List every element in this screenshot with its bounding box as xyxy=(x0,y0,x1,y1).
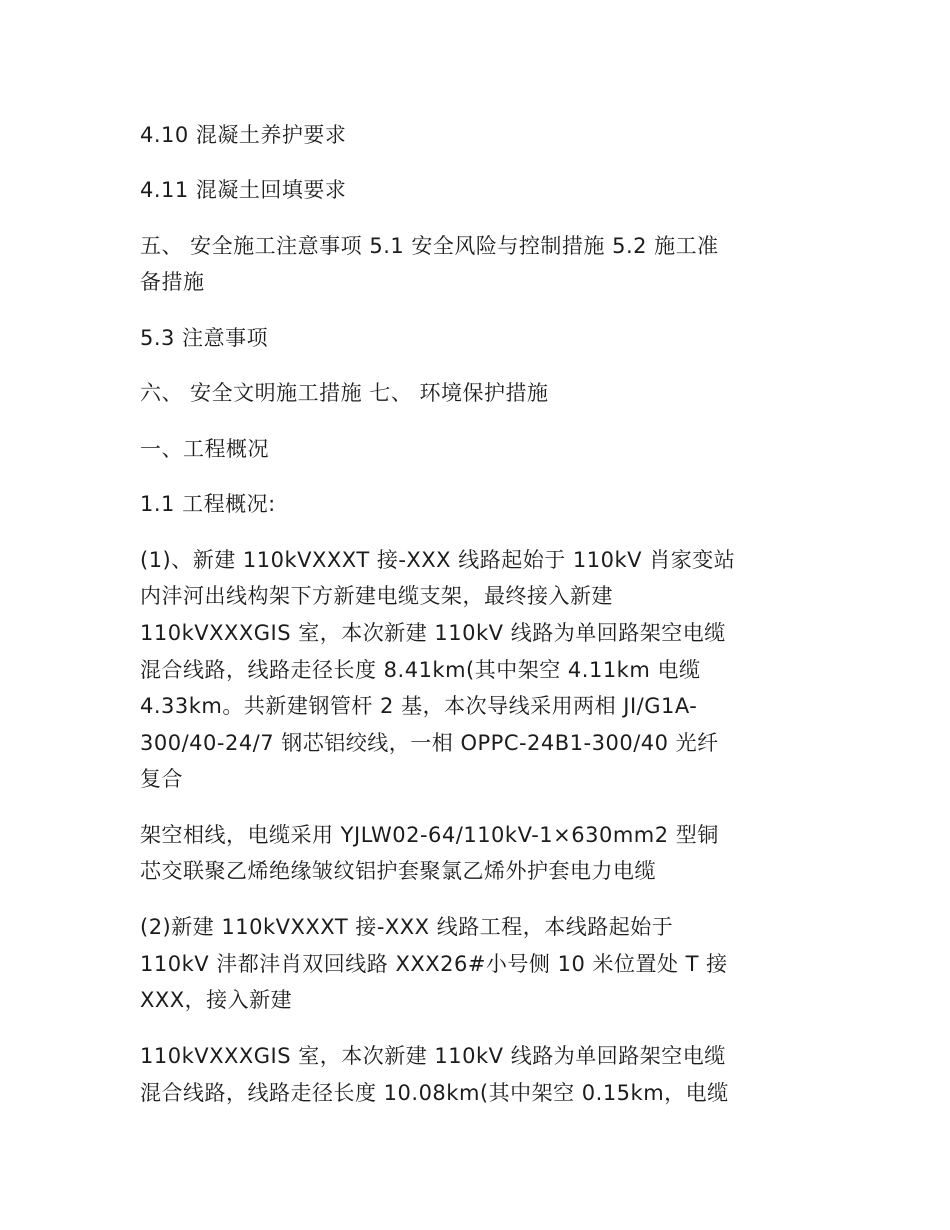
toc-line-5-3: 5.3 注意事项 xyxy=(140,326,269,350)
paragraph-3-line-2: 110kV 沣都沣肖双回线路 XXX26#小号侧 10 米位置处 T 接 xyxy=(140,952,728,976)
paragraph-4-line-2: 混合线路，线路走径长度 10.08km(其中架空 0.15km，电缆 xyxy=(140,1081,729,1105)
paragraph-3-line-1: (2)新建 110kVXXXT 接-XXX 线路工程，本线路起始于 xyxy=(140,915,674,939)
paragraph-1-line-3: 110kVXXXGIS 室，本次新建 110kV 线路为单回路架空电缆 xyxy=(140,621,726,645)
paragraph-1-line-6: 300/40-24/7 钢芯铝绞线，一相 OPPC-24B1-300/40 光纤 xyxy=(140,731,719,755)
section-heading: 一、工程概况 xyxy=(140,437,269,461)
paragraph-2-line-2: 芯交联聚乙烯绝缘皱纹铝护套聚氯乙烯外护套电力电缆 xyxy=(140,859,656,883)
toc-line-section-5-cont: 备措施 xyxy=(140,270,205,294)
paragraph-1-line-1: (1)、新建 110kVXXXT 接-XXX 线路起始于 110kV 肖家变站 xyxy=(140,548,736,572)
paragraph-2-line-1: 架空相线，电缆采用 YJLW02-64/110kV-1×630mm2 型铜 xyxy=(140,823,719,847)
toc-line-section-5: 五、 安全施工注意事项 5.1 安全风险与控制措施 5.2 施工准 xyxy=(140,234,719,258)
toc-line-4-11: 4.11 混凝土回填要求 xyxy=(140,178,347,202)
paragraph-3-line-3: XXX，接入新建 xyxy=(140,988,293,1012)
subsection-heading: 1.1 工程概况: xyxy=(140,492,276,516)
paragraph-1-line-7: 复合 xyxy=(140,767,183,791)
paragraph-1-line-4: 混合线路，线路走径长度 8.41km(其中架空 4.11km 电缆 xyxy=(140,658,701,682)
toc-line-section-6-7: 六、 安全文明施工措施 七、 环境保护措施 xyxy=(140,381,549,405)
paragraph-4-line-1: 110kVXXXGIS 室，本次新建 110kV 线路为单回路架空电缆 xyxy=(140,1044,726,1068)
toc-line-4-10: 4.10 混凝土养护要求 xyxy=(140,123,347,147)
paragraph-1-line-2: 内沣河出线构架下方新建电缆支架，最终接入新建 xyxy=(140,584,613,608)
paragraph-1-line-5: 4.33km。共新建钢管杆 2 基，本次导线采用两相 JI/G1A- xyxy=(140,694,698,718)
